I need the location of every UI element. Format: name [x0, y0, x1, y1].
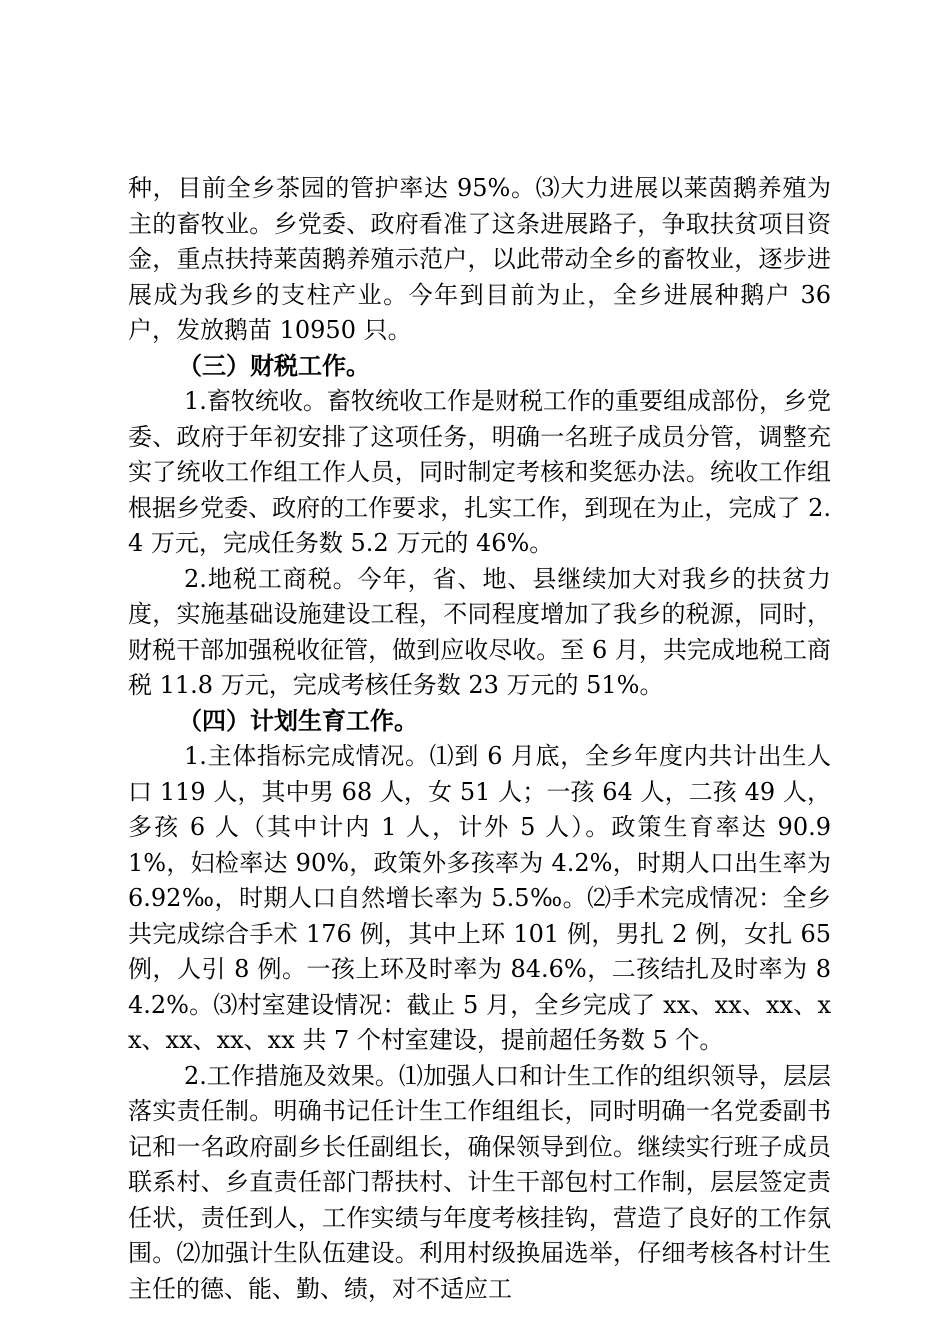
paragraph-main-indicators: 1.主体指标完成情况。⑴到 6 月底，全乡年度内共计出生人口 119 人，其中男 68 人，女 51 人；一孩 64 人，二孩 49 人，多孩 6 人（其中计内 1 人，计外 5 人）。政策生育率达 90.91%，妇检率达 90%，政策外多孩率为 4.2%，时期人口出生率为 6.92‰，时期人口自然增长率为 5.5‰。⑵手术完成情况：全乡共完成综合手术 176 例，其中上环 101 例，男扎 2 例，女扎 65 例，人引 8 例。一孩上环及时率为 84.6%，二孩结扎及时率为 84.2%。⑶村室建设情况：截止 5 月，全乡完成了 xx、xx、xx、xx、xx、xx、xx 共 7 个村室建设，提前超任务数 5 个。: [128, 742, 831, 1054]
document-body: [128, 171, 831, 1307]
paragraph-livestock-continued: 种，目前全乡茶园的管护率达 95%。⑶大力进展以莱茵鹅养殖为主的畜牧业。乡党委、政府看准了这条进展路子，争取扶贫项目资金，重点扶持莱茵鹅养殖示范户，以此带动全乡的畜牧业，逐步进展成为我乡的支柱产业。今年到目前为止，全乡进展种鹅户 36 户，发放鹅苗 10950 只。: [128, 174, 831, 344]
section-heading-family-planning: （四）计划生育工作。: [178, 706, 418, 735]
paragraph-local-tax: 2.地税工商税。今年，省、地、县继续加大对我乡的扶贫力度，实施基础设施建设工程，不同程度增加了我乡的税源，同时，财税干部加强税收征管，做到应收尽收。至 6 月，共完成地税工商税 11.8 万元，完成考核任务数 23 万元的 51%。: [128, 564, 831, 699]
section-heading-finance-tax: （三）财税工作。: [178, 351, 370, 380]
paragraph-livestock-collection: 1.畜牧统收。畜牧统收工作是财税工作的重要组成部份，乡党委、政府于年初安排了这项任务，明确一名班子成员分管，调整充实了统收工作组工作人员，同时制定考核和奖惩办法。统收工作组根据乡党委、政府的工作要求，扎实工作，到现在为止，完成了 2.4 万元，完成任务数 5.2 万元的 46%。: [128, 387, 831, 557]
paragraph-work-measures: 2.工作措施及效果。⑴加强人口和计生工作的组织领导，层层落实责任制。明确书记任计生工作组组长，同时明确一名党委副书记和一名政府副乡长任副组长，确保领导到位。继续实行班子成员联系村、乡直责任部门帮扶村、计生干部包村工作制，层层签定责任状，责任到人，工作实绩与年度考核挂钩，营造了良好的工作氛围。⑵加强计生队伍建设。利用村级换届选举，仔细考核各村计生主任的德、能、勤、绩，对不适应工: [128, 1061, 831, 1303]
